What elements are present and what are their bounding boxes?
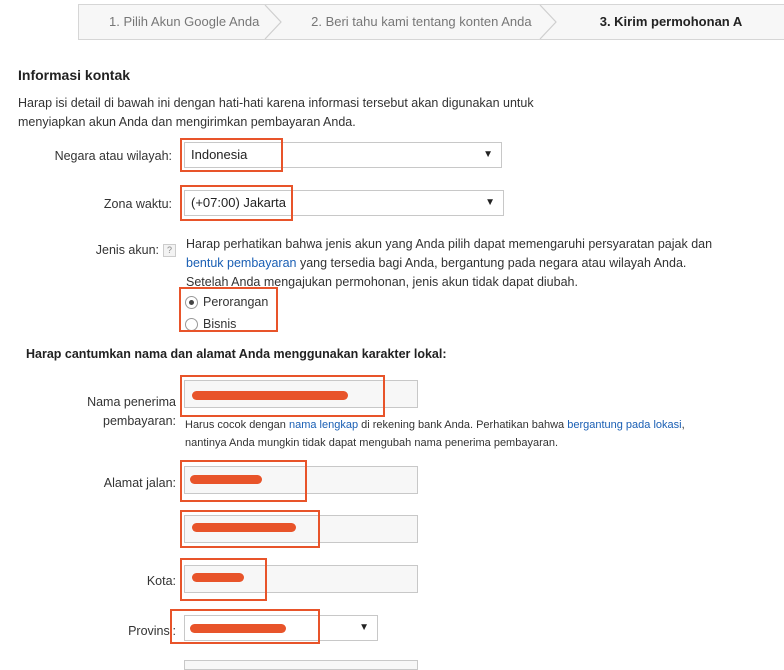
next-input[interactable] <box>184 660 418 670</box>
chevron-right-icon <box>263 5 283 39</box>
highlight-box <box>180 185 293 221</box>
highlight-box <box>170 609 320 644</box>
help-icon[interactable]: ? <box>163 244 176 257</box>
intro-text: Harap isi detail di bawah ini dengan hati-hati karena informasi tersebut akan digunakan untuk menyiapkan akun Anda dan mengirimkan pembayaran Anda. <box>18 96 534 129</box>
section-title: Informasi kontak <box>18 67 131 83</box>
radio-perorangan-label: Perorangan <box>203 295 269 309</box>
step-2 <box>281 5 556 39</box>
highlight-box <box>180 460 307 502</box>
dropdown-arrow-icon: ▼ <box>483 149 493 160</box>
street-label: Alamat jalan: <box>103 476 176 490</box>
hint-part-2: di rekening bank Anda. Perhatikan bahwa <box>358 419 568 431</box>
highlight-box <box>180 375 385 417</box>
highlight-box <box>180 138 283 172</box>
timezone-value: (+07:00) Jakarta <box>191 195 287 210</box>
account-type-label: Jenis akun: <box>95 243 159 257</box>
notice-text-before: Harap perhatikan bahwa jenis akun yang Anda pilih dapat memengaruhi persyaratan pajak dan <box>186 237 713 251</box>
step-2-label: 2. Beri tahu kami tentang konten Anda <box>311 14 532 29</box>
notice-text-after: yang tersedia bagi Anda, bergantung pada negara atau wilayah Anda. Setelah Anda mengajukan permohonan, jenis akun tidak dapat diubah. <box>186 256 687 289</box>
progress-stepper <box>78 4 784 40</box>
dropdown-arrow-icon: ▼ <box>359 622 369 633</box>
full-name-link[interactable]: nama lengkap <box>288 419 359 431</box>
account-type-notice <box>186 235 721 292</box>
payee-label-line1: Nama penerima <box>87 395 176 409</box>
step-3-label: 3. Kirim permohonan A <box>599 14 743 29</box>
highlight-box <box>179 287 278 332</box>
payee-hint <box>185 416 705 452</box>
step-3 <box>556 5 784 39</box>
city-label: Kota: <box>146 574 176 588</box>
payee-label-line2: pembayaran: <box>103 414 176 428</box>
hint-part-1: Harus cocok dengan <box>185 419 289 431</box>
country-label: Negara atau wilayah: <box>54 149 172 163</box>
account-type-label-group <box>20 243 176 257</box>
hint-part-3: , <box>681 419 685 431</box>
chevron-right-icon <box>538 5 558 39</box>
highlight-box <box>180 558 267 601</box>
local-characters-heading: Harap cantumkan nama dan alamat Anda menggunakan karakter lokal: <box>26 347 447 361</box>
radio-bisnis-label: Bisnis <box>203 317 237 331</box>
location-link[interactable]: bergantung pada lokasi <box>567 419 682 431</box>
hint-part-4: nantinya Anda mungkin tidak dapat mengubah nama penerima pembayaran. <box>185 437 559 449</box>
payee-label <box>20 393 176 431</box>
step-1-label: 1. Pilih Akun Google Anda <box>109 14 260 29</box>
timezone-label: Zona waktu: <box>103 197 172 211</box>
country-value: Indonesia <box>191 147 248 162</box>
dropdown-arrow-icon: ▼ <box>485 197 495 208</box>
highlight-box <box>180 510 320 548</box>
step-1 <box>79 5 281 39</box>
province-label: Provinsi: <box>128 624 176 638</box>
payment-forms-link[interactable]: bentuk pembayaran <box>186 256 297 270</box>
